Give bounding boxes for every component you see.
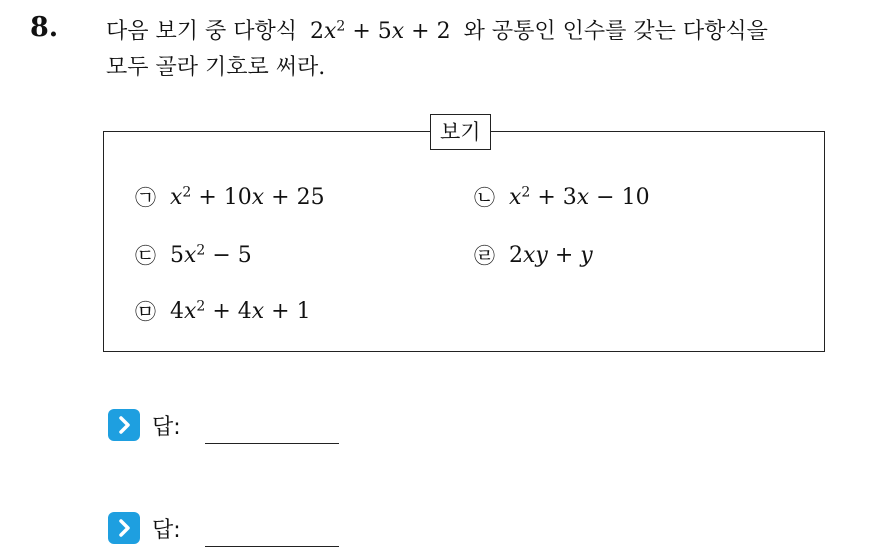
chevron-right-icon bbox=[108, 512, 140, 544]
expr-var: x bbox=[251, 298, 265, 324]
expr-term: + bbox=[547, 242, 581, 268]
choice-item-2 bbox=[474, 182, 650, 212]
answer-label: 답: bbox=[152, 414, 181, 440]
chevron-right-icon bbox=[108, 409, 140, 441]
expr-exp: 2 bbox=[182, 183, 192, 200]
expr-exp: 2 bbox=[336, 18, 346, 35]
choice-marker: ㉤ bbox=[135, 300, 156, 324]
choice-expression bbox=[509, 243, 593, 268]
question-text-part2: 와 공통인 인수를 갖는 다항식을 bbox=[463, 19, 768, 44]
expr-term: + 1 bbox=[264, 298, 311, 324]
expr-var: x bbox=[184, 298, 197, 324]
answer-label: 답: bbox=[152, 517, 181, 543]
expr-coef: 4 bbox=[170, 298, 184, 324]
expr-rest: + 5 bbox=[345, 19, 392, 44]
expr-var: y bbox=[580, 242, 593, 268]
expr-term: + 4 bbox=[205, 298, 252, 324]
question-number: 8. bbox=[30, 12, 59, 43]
expr-term: − 5 bbox=[205, 242, 252, 268]
expr-var: x bbox=[576, 184, 590, 210]
expr-exp: 2 bbox=[196, 297, 206, 314]
expr-term: + 10 bbox=[191, 184, 252, 210]
expr-term: + 3 bbox=[530, 184, 577, 210]
answer-row-1 bbox=[108, 409, 339, 441]
question-expression bbox=[310, 19, 451, 44]
expr-term: − 10 bbox=[589, 184, 650, 210]
expr-var: x bbox=[184, 242, 197, 268]
choice-marker: ㉢ bbox=[135, 244, 156, 268]
expr-exp: 2 bbox=[196, 241, 206, 258]
choice-expression bbox=[170, 243, 252, 268]
choice-item-4 bbox=[474, 240, 593, 270]
answer-blank[interactable] bbox=[205, 442, 339, 444]
choice-item-5 bbox=[135, 296, 311, 326]
expr-coef: 2 bbox=[509, 242, 523, 268]
expr-var2: x bbox=[391, 19, 405, 44]
expr-exp: 2 bbox=[521, 183, 531, 200]
expr-var: x bbox=[509, 184, 522, 210]
question-text-part1: 다음 보기 중 다항식 bbox=[106, 19, 297, 44]
expr-var: x bbox=[251, 184, 265, 210]
expr-coef: 5 bbox=[170, 242, 184, 268]
answer-blank[interactable] bbox=[205, 545, 339, 547]
answer-row-2 bbox=[108, 512, 339, 544]
expr-term: + 25 bbox=[264, 184, 325, 210]
expr-var: x bbox=[170, 184, 183, 210]
choice-marker: ㉠ bbox=[135, 186, 156, 210]
choice-expression bbox=[170, 299, 311, 324]
expr-var: x bbox=[324, 19, 337, 44]
question-text bbox=[106, 14, 876, 86]
expr-coef: 2 bbox=[310, 19, 324, 44]
expr-tail: + 2 bbox=[404, 19, 451, 44]
choice-box-title: 보기 bbox=[430, 114, 491, 150]
choice-expression bbox=[509, 185, 650, 210]
choice-marker: ㉣ bbox=[474, 244, 495, 268]
choice-marker: ㉡ bbox=[474, 186, 495, 210]
choice-expression bbox=[170, 185, 325, 210]
choice-item-3 bbox=[135, 240, 252, 270]
choice-item-1 bbox=[135, 182, 325, 212]
question-text-line2: 모두 골라 기호로 써라. bbox=[106, 55, 326, 80]
expr-var: xy bbox=[523, 242, 548, 268]
